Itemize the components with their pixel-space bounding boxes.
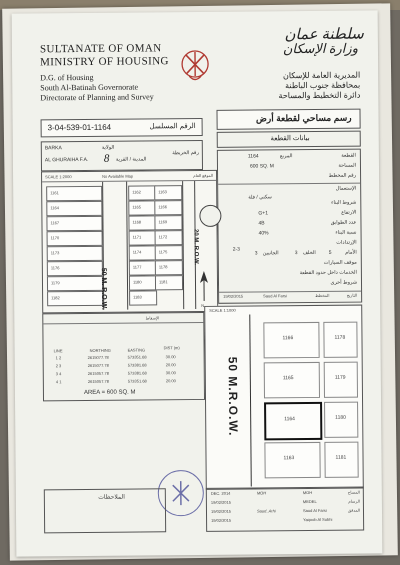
detail-plot-number: 1180: [335, 414, 346, 421]
parcel-data-title-box: [217, 131, 361, 148]
key-road-label: 50 M. R.O.W.: [99, 267, 108, 310]
detail-plot: [323, 322, 357, 358]
height-label: الارتفاع: [341, 209, 357, 216]
table-cell: 2615057.78: [87, 370, 109, 376]
key-lot-number: 1165: [132, 204, 141, 210]
setbacks-label: الإرتدادات: [336, 239, 357, 246]
role-label: المدقق: [347, 507, 361, 513]
signatures-box: [206, 487, 364, 532]
map-label: رقم الخريطة: [172, 149, 199, 157]
table-cell: 3 4: [55, 371, 62, 377]
col-dist: DIST (m): [163, 345, 180, 351]
col-northing: NORTHING: [89, 347, 111, 353]
signature: Saud_Arhi: [256, 508, 276, 514]
back-value: 3: [294, 250, 298, 257]
sides-label: الجانبين: [262, 250, 279, 257]
plot-no-value: 1164: [247, 153, 259, 160]
parcel-data-title: بيانات القطعة: [270, 135, 310, 143]
table-cell: 20.00: [165, 362, 176, 368]
wilayat-value: BARKA: [44, 145, 62, 152]
parcel-data-box: [217, 149, 362, 304]
serial-box: [41, 118, 203, 137]
key-lot: [47, 276, 103, 291]
key-lot-number: 1161: [50, 190, 59, 196]
key-road2-label: 20 M. R.O.W.: [192, 228, 199, 266]
north-arrow-icon: [195, 269, 213, 303]
detail-plot-number: 1166: [282, 335, 294, 342]
table-cell: 1 2: [55, 355, 62, 361]
table-cell: 2615057.78: [87, 378, 110, 384]
role-label: المساح: [347, 489, 360, 495]
key-lot: [128, 215, 156, 230]
key-lot: [46, 186, 102, 201]
detail-plot: [263, 322, 319, 358]
key-lot-number: 1177: [132, 264, 142, 270]
wilayat-label: الولاية: [101, 144, 115, 151]
signer-name: Yaqoob Al Subhi: [303, 516, 333, 523]
key-lot: [155, 260, 183, 275]
header-ar-line4: بمحافظة جنوب الباطنة: [285, 80, 361, 91]
table-cell: 573351.68: [127, 354, 147, 360]
services-label: الخدمات داخل حدود القطعة: [299, 269, 357, 277]
key-lot: [129, 260, 157, 275]
table-cell: 2615077.78: [87, 362, 109, 368]
block-label: المربع: [279, 153, 293, 160]
floors-value: 4B: [258, 220, 265, 227]
conditions-label: شروط البناء: [331, 199, 357, 206]
planner-label: المخطط: [315, 292, 330, 298]
key-lot: [155, 230, 183, 245]
back-label: الخلف: [302, 249, 316, 257]
detail-plot-number: 1181: [335, 454, 347, 461]
table-cell: 573381.68: [127, 362, 147, 368]
key-lot: [46, 216, 102, 231]
header-ar-line1: سلطنة عمان: [284, 26, 364, 44]
key-lot-number: 1178: [158, 264, 168, 270]
key-lot-number: 1183: [133, 294, 142, 300]
town-value: AL GHURAIHA F.A.: [44, 156, 89, 164]
plan-seal: [199, 205, 221, 227]
table-cell: 573381.68: [127, 370, 147, 376]
north-label: N: [201, 302, 205, 308]
serial-number: 3-04-539-01-1164: [47, 122, 112, 133]
detail-plot-number: 1163: [283, 455, 295, 462]
survey-sheet: [12, 10, 383, 556]
header-en-line5: Directorate of Planning and Survey: [40, 92, 154, 103]
ratio-value: 40%: [258, 230, 269, 237]
map-number: 8: [103, 152, 110, 165]
header-ar-line3: المديرية العامة للإسكان: [282, 70, 361, 81]
key-lot-number: 1171: [132, 234, 142, 240]
table-cell: 2 3: [55, 363, 62, 369]
detail-plot-number: 1165: [282, 375, 294, 382]
oman-emblem-icon: [178, 46, 212, 86]
sides-value: 3: [254, 250, 258, 257]
detail-plot-number: 1178: [334, 334, 346, 341]
sign-date: 19/02/2015: [211, 517, 232, 523]
key-lot: [47, 231, 103, 246]
notes-box: [44, 488, 166, 533]
signature: MOH: [256, 490, 267, 496]
key-lot: [155, 245, 183, 260]
key-lot-number: 1182: [51, 295, 60, 301]
table-cell: 30.00: [165, 354, 176, 360]
key-lot: [129, 230, 157, 245]
key-lot-number: 1170: [50, 235, 60, 241]
detail-drawing: [204, 305, 364, 490]
key-lot-number: 1176: [50, 265, 60, 271]
key-lot: [154, 200, 182, 215]
detail-plot-number: 1179: [334, 374, 346, 381]
extra-setback: 2-3: [232, 246, 240, 253]
floors-label: عدد الطوابق: [330, 219, 357, 226]
height-value: G+1: [258, 210, 269, 217]
detail-scale: SCALE 1:1000: [209, 307, 236, 313]
subject-plot: [264, 402, 322, 441]
parking-label: موقف السيارات: [323, 259, 357, 266]
key-map: [41, 170, 218, 314]
key-lot-number: 1179: [50, 280, 60, 286]
table-cell: 30.00: [165, 370, 176, 376]
header-en-line1: SULTANATE OF OMAN: [39, 42, 162, 56]
key-lot: [154, 215, 182, 230]
location-box: [41, 140, 203, 171]
detail-plot-number: 1164: [284, 416, 295, 423]
table-cell: 4 1: [55, 379, 62, 385]
key-lot-number: 1168: [132, 219, 142, 225]
table-cell: 2615077.78: [87, 354, 109, 360]
plot-no-label: القطعة: [341, 152, 356, 159]
detail-plot: [324, 442, 358, 478]
key-lot: [155, 275, 183, 290]
detail-plot: [264, 362, 320, 398]
detail-road-label: 50 M.R.O.W.: [225, 356, 241, 437]
area-value: 600 SQ. M: [249, 163, 274, 170]
key-lot-number: 1164: [50, 205, 59, 211]
key-lot-number: 1174: [132, 249, 142, 255]
key-lot-number: 1169: [158, 219, 168, 225]
key-lot: [47, 261, 103, 276]
sign-date: 19/02/2015: [210, 508, 232, 514]
plan-date: 19/02/2015: [223, 293, 244, 299]
sign-date: 19/02/2015: [210, 499, 231, 505]
key-lot: [129, 245, 157, 260]
key-lot-number: 1180: [132, 279, 142, 285]
detail-plot: [324, 402, 358, 438]
area-label: المساحة: [338, 162, 357, 169]
key-lot: [129, 290, 157, 305]
signer-name: MOH: [302, 490, 313, 496]
table-cell: 20.00: [165, 378, 176, 384]
col-easting: EASTING: [127, 347, 146, 353]
key-map-note: No Available Map: [102, 173, 134, 179]
serial-label: الرقم المسلسل: [149, 123, 196, 131]
signature-rows: [207, 488, 363, 523]
sign-date: DEC. 2014: [210, 490, 231, 496]
table-cell: 573351.68: [127, 378, 147, 384]
doc-title: رسم مساحي لقطعة أرض: [255, 112, 352, 124]
detail-plot: [264, 442, 320, 478]
notes-label: الملاحظات: [98, 494, 125, 501]
header-ar-line2: وزارة الإسكان: [282, 40, 359, 57]
key-map-label: الموقع العام: [193, 172, 214, 179]
key-lot: [128, 200, 156, 215]
key-lot: [46, 201, 102, 216]
plan-label: رقم المخطط: [328, 172, 357, 179]
signer-name: Saud Al Farsi: [302, 507, 327, 514]
key-lot-number: 1162: [132, 189, 141, 195]
key-lot-number: 1167: [50, 220, 60, 226]
key-lot-number: 1166: [158, 204, 167, 210]
front-value: 5: [328, 249, 332, 256]
key-lot: [47, 246, 103, 261]
plan-date-label: التاريخ: [346, 292, 358, 298]
town-label: المدينة / القرية: [115, 156, 147, 163]
key-lot-number: 1173: [50, 250, 60, 256]
key-lot: [47, 291, 103, 306]
key-map-scale: SCALE 1:2000: [45, 174, 72, 180]
use-label: الإستعمال: [335, 185, 357, 192]
projection-label: الإسقاط: [145, 315, 160, 321]
key-lot: [128, 185, 156, 200]
key-lot: [154, 185, 182, 200]
header-en-line2: MINISTRY OF HOUSING: [40, 55, 169, 69]
use-value: سكني / فلة: [248, 194, 272, 201]
planner-name: Saud Al Farsi: [263, 293, 287, 299]
detail-plot: [324, 362, 358, 398]
header-ar-line5: دائرة التخطيط والمساحة: [278, 90, 361, 101]
key-lot-number: 1181: [158, 279, 168, 285]
key-lot-number: 1175: [158, 249, 168, 255]
title-box: [216, 109, 360, 130]
key-lot-number: 1163: [158, 189, 167, 195]
key-lot-number: 1172: [158, 234, 168, 240]
ratio-label: نسبة البناء: [335, 229, 357, 236]
header-en-line3: D.G. of Housing: [40, 72, 94, 83]
front-label: الأمام: [345, 249, 357, 256]
header-en-line4: South Al-Batinah Governorate: [40, 82, 139, 93]
role-label: الرسام: [348, 498, 360, 504]
key-lot: [129, 275, 157, 290]
other-label: شروط أخرى: [330, 279, 358, 286]
table-area: AREA = 600 SQ. M: [83, 389, 136, 396]
coords-table: [42, 312, 205, 401]
signer-name: MEDEL: [302, 498, 317, 505]
col-line: LINE: [53, 348, 63, 354]
